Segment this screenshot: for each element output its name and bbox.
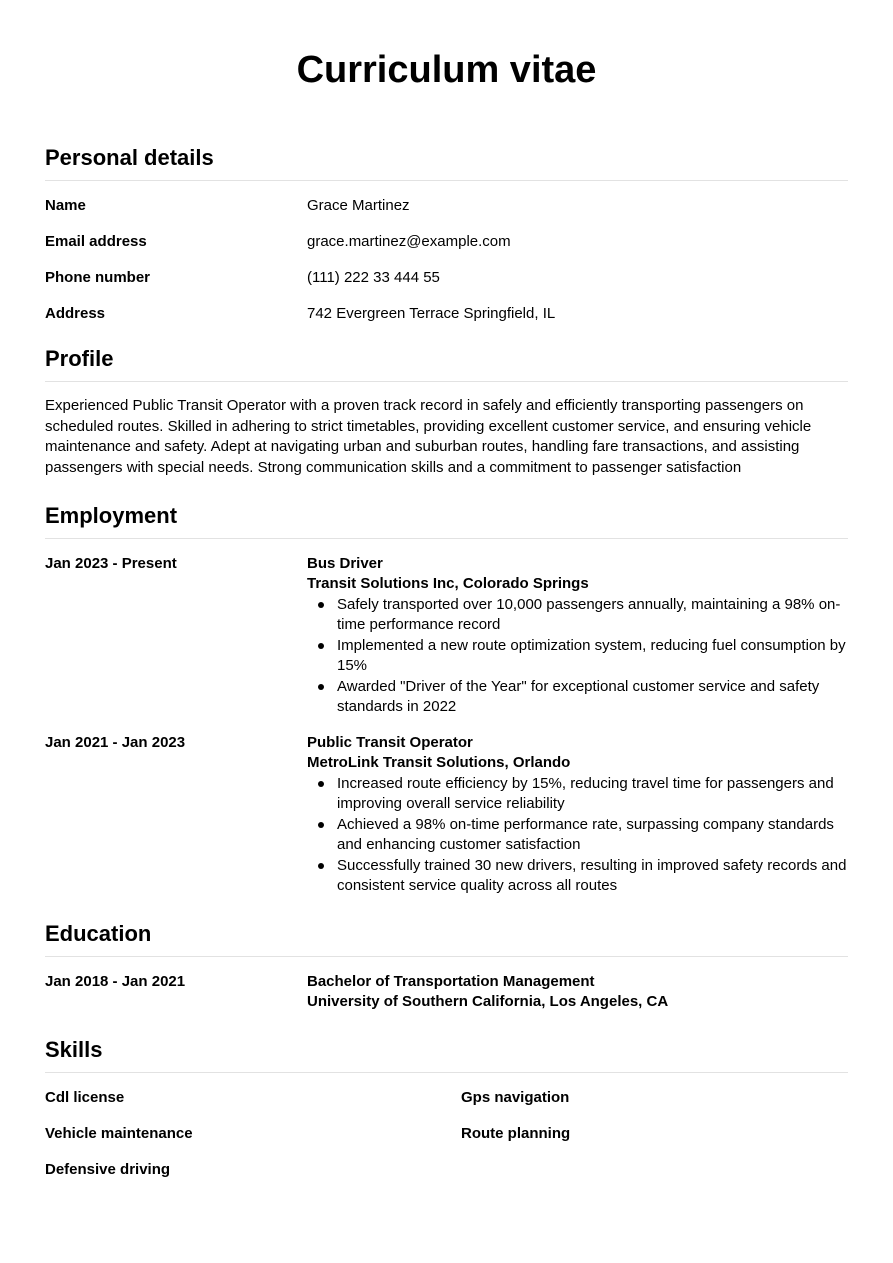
- bullet-icon: [318, 781, 324, 787]
- detail-value: grace.martinez@example.com: [307, 233, 511, 250]
- achievement-item: [337, 856, 848, 897]
- achievement-list: [307, 774, 848, 897]
- entry-dates: Jan 2021 - Jan 2023: [45, 733, 186, 751]
- employer: Transit Solutions Inc, Colorado Springs: [307, 575, 589, 593]
- achievement-list: [307, 595, 848, 718]
- employment-entry: [45, 733, 848, 897]
- bullet-icon: [318, 822, 324, 828]
- education-section: [45, 920, 848, 1013]
- employment-entries: [45, 554, 848, 897]
- employment-entry: [45, 554, 848, 718]
- profile-section: [45, 345, 848, 479]
- job-title: Public Transit Operator: [307, 733, 473, 751]
- detail-label: Address: [45, 305, 106, 322]
- skill-item: Vehicle maintenance: [45, 1124, 193, 1142]
- degree-title: Bachelor of Transportation Management: [307, 972, 595, 990]
- entry-body: [307, 554, 848, 718]
- profile-summary: Experienced Public Transit Operator with a proven track record in safely and efficiently transporting passengers on scheduled routes. Skilled in adhering to strict timetables, providing excellent customer service, and ensuring vehicle maintenance and safety. Adept at navigating urban and suburban routes, handling fare transactions, and assisting passengers with special needs. Strong communication skills and a commitment to passenger satisfaction: [45, 397, 812, 477]
- section-heading-profile: Profile: [45, 345, 848, 382]
- detail-label: Name: [45, 197, 86, 214]
- skills-list: [45, 1088, 848, 1180]
- personal-details-section: [45, 144, 848, 324]
- achievement-text: Awarded "Driver of the Year" for exceptional customer service and safety standards in 2022: [337, 677, 820, 716]
- skill-item: Defensive driving: [45, 1160, 171, 1178]
- document-title: Curriculum vitae: [296, 49, 597, 91]
- detail-row-phone: [45, 268, 848, 288]
- bullet-icon: [318, 863, 324, 869]
- education-entries: [45, 972, 848, 1013]
- bullet-icon: [318, 684, 324, 690]
- skill-item: Gps navigation: [461, 1088, 570, 1106]
- employment-section: [45, 502, 848, 897]
- achievement-item: [337, 774, 848, 815]
- bullet-icon: [318, 643, 324, 649]
- entry-dates: Jan 2023 - Present: [45, 554, 177, 572]
- personal-details-list: [45, 196, 848, 324]
- education-entry: [45, 972, 848, 1013]
- achievement-text: Increased route efficiency by 15%, reducing travel time for passengers and improving overall service reliability: [337, 774, 834, 813]
- entry-body: [307, 972, 848, 1013]
- achievement-text: Implemented a new route optimization system, reducing fuel consumption by 15%: [337, 636, 846, 675]
- detail-row-email: [45, 232, 848, 252]
- detail-row-name: [45, 196, 848, 216]
- achievement-text: Safely transported over 10,000 passengers annually, maintaining a 98% on-time performance record: [337, 595, 841, 634]
- detail-value: Grace Martinez: [307, 197, 410, 214]
- employer: MetroLink Transit Solutions, Orlando: [307, 754, 571, 772]
- entry-dates: Jan 2018 - Jan 2021: [45, 972, 186, 990]
- achievement-text: Successfully trained 30 new drivers, resulting in improved safety records and consistent service quality across all routes: [337, 856, 847, 895]
- institution: University of Southern California, Los Angeles, CA: [307, 993, 669, 1011]
- section-heading-skills: Skills: [45, 1036, 848, 1073]
- detail-row-address: [45, 304, 848, 324]
- skill-item: Route planning: [461, 1124, 571, 1142]
- section-heading-employment: Employment: [45, 502, 848, 539]
- entry-body: [307, 733, 848, 897]
- achievement-item: [337, 595, 848, 636]
- bullet-icon: [318, 602, 324, 608]
- detail-value: (111) 222 33 444 55: [307, 269, 440, 286]
- detail-value: 742 Evergreen Terrace Springfield, IL: [307, 305, 556, 322]
- achievement-item: [337, 636, 848, 677]
- achievement-item: [337, 815, 848, 856]
- detail-label: Phone number: [45, 269, 151, 286]
- skill-item: Cdl license: [45, 1088, 125, 1106]
- achievement-item: [337, 677, 848, 718]
- job-title: Bus Driver: [307, 554, 383, 572]
- achievement-text: Achieved a 98% on-time performance rate, surpassing company standards and enhancing customer satisfaction: [337, 815, 834, 854]
- section-heading-education: Education: [45, 920, 848, 957]
- section-heading-personal-details: Personal details: [45, 144, 848, 181]
- skills-section: [45, 1036, 848, 1180]
- detail-label: Email address: [45, 233, 147, 250]
